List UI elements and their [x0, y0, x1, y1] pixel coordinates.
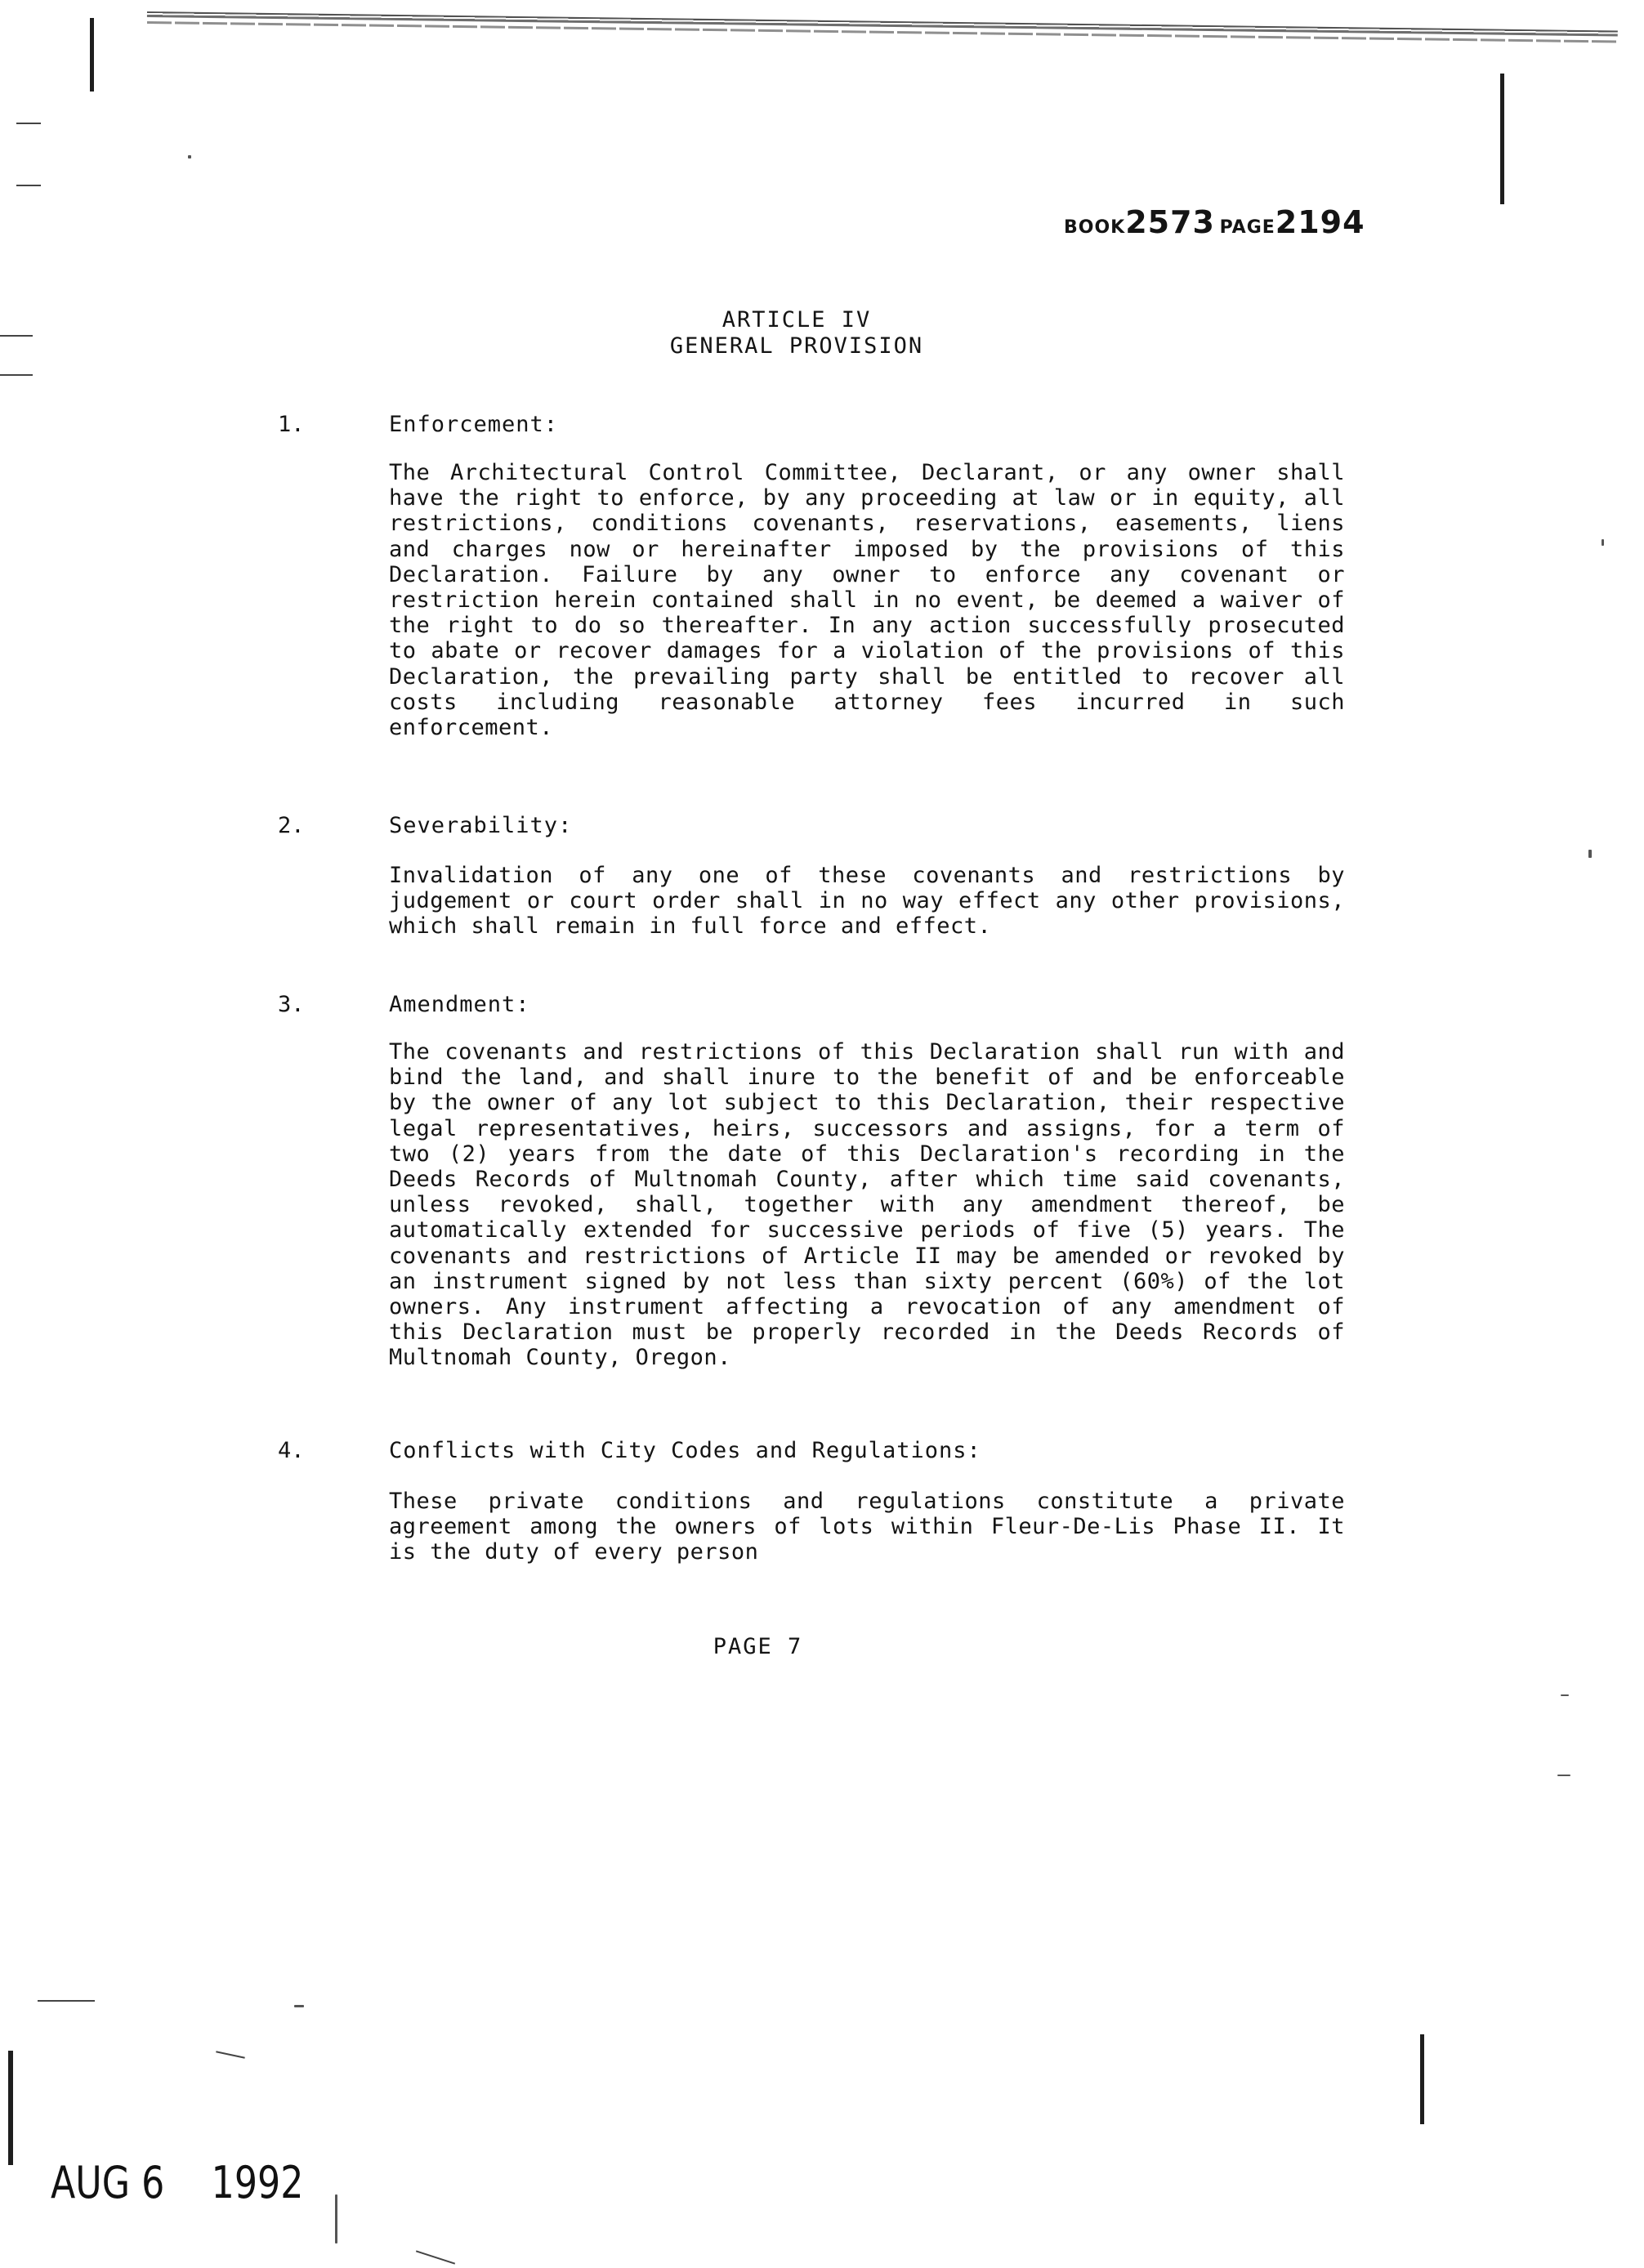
- scan-speck: [1602, 539, 1604, 546]
- margin-tick: [16, 123, 41, 124]
- scan-speck: [294, 2005, 304, 2007]
- scan-speck: [1588, 850, 1592, 858]
- scan-mark-top-left: [90, 18, 94, 92]
- section-title: Amendment:: [389, 992, 530, 1017]
- section-number: 3.: [278, 992, 305, 1017]
- section-number: 4.: [278, 1438, 305, 1463]
- section-body: The covenants and restrictions of this Declaration shall run with and bind the land, and shall inure to the benefit of and be enforceable by the owner of any lot subject to this Declaration, their respective legal representatives, heirs, successors and assigns, for a term of two (2) years from the date of this Declaration's recording in the Deeds Records of Multnomah County, after which time said covenants, unless revoked, shall, together with any amendment thereof, be automatically extended for successive periods of five (5) years. The covenants and restrictions of Article II may be amended or revoked by an instrument signed by not less than sixty percent (60%) of the lot owners. Any instrument affecting a revocation of any amendment of this Declaration must be properly recorded in the Deeds Records of Multnomah County, Oregon.: [389, 1039, 1345, 1371]
- article-heading: ARTICLE IV: [721, 307, 872, 333]
- section-title: Enforcement:: [389, 412, 559, 437]
- scan-mark-bottom-right: [1420, 2034, 1424, 2124]
- scan-speck: [1561, 1694, 1569, 1696]
- section-body: Invalidation of any one of these covenants and restrictions by judgement or court order shall in no way effect any other provisions, which shall remain in full force and effect.: [389, 863, 1345, 940]
- section-body: These private conditions and regulations constitute a private agreement among the owners of lots within Fleur-De-Lis Phase II. It is the duty of every person: [389, 1489, 1345, 1565]
- scan-speck: [188, 155, 191, 158]
- section-title: Conflicts with City Codes and Regulations:: [389, 1438, 981, 1463]
- page-label: PAGE: [1219, 217, 1275, 238]
- margin-tick: [416, 2250, 455, 2264]
- section-title: Severability:: [389, 813, 573, 838]
- article-title: GENERAL PROVISION: [669, 333, 924, 359]
- received-date-stamp: [51, 2157, 303, 2208]
- margin-tick: [0, 374, 33, 376]
- scan-speck: [335, 2194, 337, 2243]
- scan-speck: [1557, 1775, 1570, 1776]
- book-page-reference: [1064, 204, 1365, 240]
- page-number: 2194: [1275, 204, 1365, 240]
- stamp-month-day: AUG 6: [51, 2157, 165, 2208]
- stamp-year: 1992: [211, 2157, 304, 2208]
- section-body: The Architectural Control Committee, Declarant, or any owner shall have the right to enforce, by any proceeding at law or in equity, all restrictions, conditions covenants, reservations, easements, liens and charges now or hereinafter imposed by the provisions of this Declaration. Failure by any owner to enforce any covenant or restriction herein contained shall in no event, be deemed a waiver of the right to do so thereafter. In any action successfully prosecuted to abate or recover damages for a violation of the provisions of this Declaration, the prevailing party shall be entitled to recover all costs including reasonable attorney fees incurred in such enforcement.: [389, 460, 1345, 741]
- margin-tick: [216, 2051, 245, 2058]
- scan-mark-bottom-left: [8, 2051, 13, 2165]
- section-number: 1.: [278, 412, 305, 437]
- section-number: 2.: [278, 813, 305, 838]
- scan-mark-top-right: [1500, 74, 1504, 204]
- book-number: 2573: [1125, 204, 1215, 240]
- margin-tick: [16, 185, 41, 186]
- book-label: BOOK: [1064, 217, 1126, 238]
- page-number-footer: PAGE 7: [713, 1634, 803, 1659]
- margin-tick: [38, 2000, 95, 2002]
